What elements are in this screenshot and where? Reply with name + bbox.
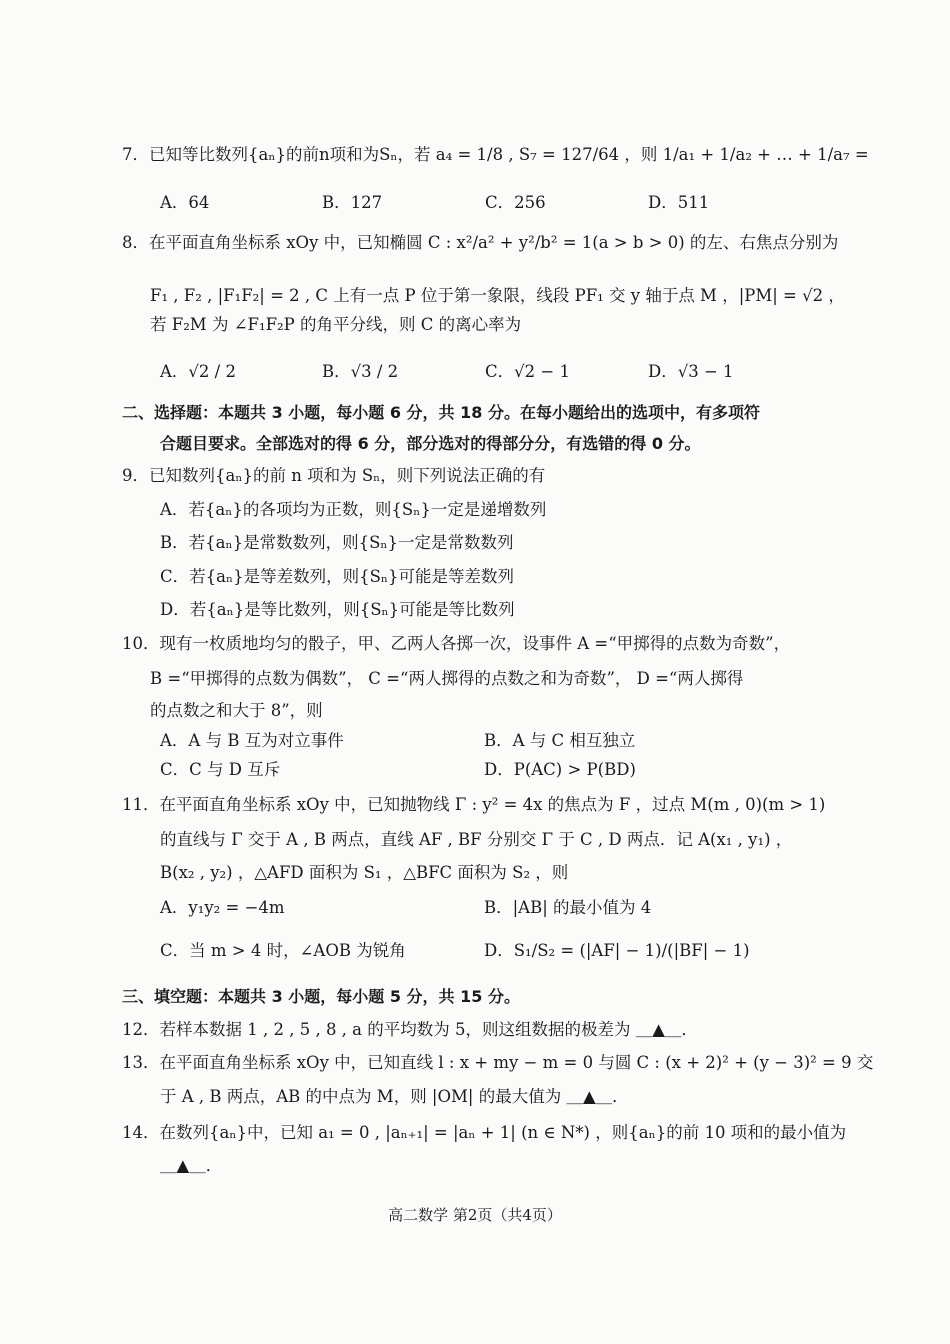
q8-line: F₁ , F₂ , |F₁F₂| = 2 , C 上有一点 P 位于第一象限，线段 PF₁ 交 y 轴于点 M ，|PM| = √2 ，: [150, 286, 845, 305]
q11-option-b: B．|AB| 的最小值为 4: [484, 898, 652, 917]
q10-line: 的点数之和大于 8”，则: [150, 701, 323, 720]
q11-line: B(x₂ , y₂) ，△AFD 面积为 S₁ ，△BFC 面积为 S₂ ，则: [160, 863, 569, 882]
q7-option-b: B．127: [322, 193, 383, 212]
q13-line: 于 A , B 两点，AB 的中点为 M，则 |OM| 的最大值为 ＿▲＿．: [160, 1087, 629, 1106]
q10-option-c: C．C 与 D 互斥: [160, 760, 281, 779]
q9-option-d: D．若{aₙ}是等比数列，则{Sₙ}可能是等比数列: [160, 600, 515, 619]
q10-line: 10．现有一枚质地均匀的骰子，甲、乙两人各掷一次，设事件 A =“甲掷得的点数为奇数”，: [122, 634, 791, 653]
q7-option-a: A．64: [160, 193, 210, 212]
q11-line: 的直线与 Γ 交于 A , B 两点，直线 AF , BF 分别交 Γ 于 C , D 两点．记 A(x₁ , y₁) ，: [160, 830, 793, 849]
section-2-heading: 二、选择题：本题共 3 小题，每小题 6 分，共 18 分。在每小题给出的选项中，有多项符: [122, 403, 760, 422]
q8-option-a: A．√2 / 2: [160, 362, 236, 381]
q9-option-c: C．若{aₙ}是等差数列，则{Sₙ}可能是等差数列: [160, 567, 515, 586]
q7-stem: 7．已知等比数列{aₙ}的前n项和为Sₙ，若 a₄ = 1/8 , S₇ = 127/64 ，则 1/a₁ + 1/a₂ + … + 1/a₇ =: [122, 145, 869, 164]
q10-line: B =“甲掷得的点数为偶数”， C =“两人掷得的点数之和为奇数”， D =“两人掷得: [150, 669, 744, 688]
q13-line: 13．在平面直角坐标系 xOy 中，已知直线 l : x + my − m = 0 与圆 C : (x + 2)² + (y − 3)² = 9 交: [122, 1053, 874, 1072]
q11-line: 11．在平面直角坐标系 xOy 中，已知抛物线 Γ : y² = 4x 的焦点为 F ，过点 M(m , 0)(m > 1): [122, 795, 826, 814]
q9-stem: 9．已知数列{aₙ}的前 n 项和为 Sₙ，则下列说法正确的有: [122, 466, 546, 485]
section-2-heading-cont: 合题目要求。全部选对的得 6 分，部分选对的得部分分，有选错的得 0 分。: [160, 434, 701, 453]
q11-option-c: C．当 m > 4 时，∠AOB 为锐角: [160, 941, 406, 960]
q11-option-d: D．S₁/S₂ = (|AF| − 1)/(|BF| − 1): [484, 941, 750, 960]
q8-option-b: B．√3 / 2: [322, 362, 399, 381]
q14-line: 14．在数列{aₙ}中，已知 a₁ = 0 , |aₙ₊₁| = |aₙ + 1| (n ∈ N*) ，则{aₙ}的前 10 项和的最小值为: [122, 1123, 847, 1142]
q8-line: 8．在平面直角坐标系 xOy 中，已知椭圆 C : x²/a² + y²/b² = 1(a > b > 0) 的左、右焦点分别为: [122, 233, 839, 252]
q9-option-a: A．若{aₙ}的各项均为正数，则{Sₙ}一定是递增数列: [160, 500, 547, 519]
q10-option-a: A．A 与 B 互为对立事件: [160, 731, 344, 750]
q12: 12．若样本数据 1 , 2 , 5 , 8 , a 的平均数为 5，则这组数据的极差为 ＿▲＿．: [122, 1020, 698, 1039]
q7-option-d: D．511: [648, 193, 710, 212]
q7-option-c: C．256: [485, 193, 546, 212]
q10-option-d: D．P(AC) > P(BD): [484, 760, 636, 779]
q14-line: ＿▲＿．: [160, 1156, 223, 1175]
q11-option-a: A．y₁y₂ = −4m: [160, 898, 285, 917]
page-footer: 高二数学 第2页（共4页）: [388, 1206, 562, 1224]
q9-option-b: B．若{aₙ}是常数数列，则{Sₙ}一定是常数数列: [160, 533, 514, 552]
q8-option-d: D．√3 − 1: [648, 362, 734, 381]
q8-option-c: C．√2 − 1: [485, 362, 570, 381]
q8-line: 若 F₂M 为 ∠F₁F₂P 的角平分线，则 C 的离心率为: [150, 315, 522, 334]
section-3-heading: 三、填空题：本题共 3 小题，每小题 5 分，共 15 分。: [122, 987, 520, 1006]
q10-option-b: B．A 与 C 相互独立: [484, 731, 636, 750]
